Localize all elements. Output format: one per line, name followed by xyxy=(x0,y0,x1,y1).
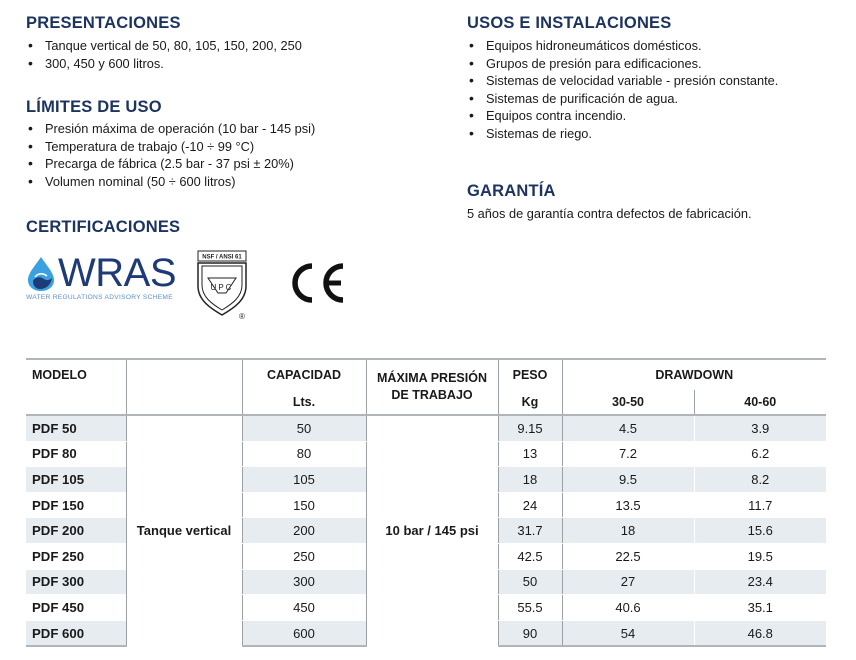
cell-modelo: PDF 450 xyxy=(26,595,126,621)
cell-dd2: 46.8 xyxy=(694,620,826,646)
cell-modelo: PDF 250 xyxy=(26,543,126,569)
wras-logo xyxy=(26,251,176,306)
table-header-row xyxy=(26,359,826,390)
cell-capacidad: 450 xyxy=(242,595,366,621)
wras-wordmark: WRAS xyxy=(58,251,176,295)
cell-modelo: PDF 50 xyxy=(26,415,126,441)
header-drawdown: DRAWDOWN xyxy=(562,359,826,390)
cell-dd1: 22.5 xyxy=(562,543,694,569)
ce-mark-icon xyxy=(288,262,346,304)
header-tipo-blank xyxy=(126,359,242,415)
list-item: • Grupos de presión para edificaciones. xyxy=(467,55,837,73)
cell-capacidad: 300 xyxy=(242,569,366,595)
header-peso: PESO xyxy=(498,359,562,390)
list-item: • Presión máxima de operación (10 bar - 145 psi) xyxy=(26,120,386,138)
cell-modelo: PDF 600 xyxy=(26,620,126,646)
table-body xyxy=(26,415,826,646)
cell-dd1: 9.5 xyxy=(562,467,694,493)
cell-capacidad: 50 xyxy=(242,415,366,441)
cell-dd2: 23.4 xyxy=(694,569,826,595)
garantia-text: 5 años de garantía contra defectos de fabricación. xyxy=(467,206,752,221)
cell-capacidad: 105 xyxy=(242,467,366,493)
list-item: • Sistemas de riego. xyxy=(467,125,837,143)
cell-peso: 9.15 xyxy=(498,415,562,441)
presentaciones-title: PRESENTACIONES xyxy=(26,14,181,32)
cell-dd2: 19.5 xyxy=(694,543,826,569)
cell-modelo: PDF 200 xyxy=(26,518,126,544)
limites-title: LÍMITES DE USO xyxy=(26,98,162,116)
cell-modelo: PDF 300 xyxy=(26,569,126,595)
list-item: • Equipos contra incendio. xyxy=(467,107,837,125)
presentaciones-list xyxy=(26,37,346,72)
cell-peso: 18 xyxy=(498,467,562,493)
upc-shield-icon xyxy=(195,248,250,320)
cell-dd1: 4.5 xyxy=(562,415,694,441)
cell-dd2: 35.1 xyxy=(694,595,826,621)
cell-dd1: 27 xyxy=(562,569,694,595)
cell-modelo: PDF 150 xyxy=(26,492,126,518)
usos-list xyxy=(467,37,837,142)
cell-peso: 42.5 xyxy=(498,543,562,569)
list-item: • Tanque vertical de 50, 80, 105, 150, 200, 250 xyxy=(26,37,346,55)
usos-title: USOS E INSTALACIONES xyxy=(467,14,672,32)
header-dd1: 30-50 xyxy=(562,390,694,415)
upc-nsf-logo xyxy=(195,248,250,320)
water-drop-icon xyxy=(26,256,56,292)
cell-dd1: 40.6 xyxy=(562,595,694,621)
cell-peso: 55.5 xyxy=(498,595,562,621)
cell-dd1: 54 xyxy=(562,620,694,646)
cell-dd1: 18 xyxy=(562,518,694,544)
list-item: • Temperatura de trabajo (-10 ÷ 99 °C) xyxy=(26,138,386,156)
garantia-title: GARANTÍA xyxy=(467,182,556,200)
header-dd2: 40-60 xyxy=(694,390,826,415)
specs-table xyxy=(26,358,826,647)
certificaciones-title: CERTIFICACIONES xyxy=(26,218,181,236)
list-item-continuation xyxy=(26,55,346,73)
cell-peso: 50 xyxy=(498,569,562,595)
header-modelo-blank xyxy=(26,390,126,415)
list-item: • Precarga de fábrica (2.5 bar - 37 psi ± 20%) xyxy=(26,155,386,173)
list-item: • Sistemas de velocidad variable - presión constante. xyxy=(467,72,837,90)
cell-dd2: 11.7 xyxy=(694,492,826,518)
cell-capacidad: 600 xyxy=(242,620,366,646)
cell-peso: 31.7 xyxy=(498,518,562,544)
cell-modelo: PDF 105 xyxy=(26,467,126,493)
ce-logo xyxy=(288,262,346,304)
cell-capacidad: 200 xyxy=(242,518,366,544)
cell-dd2: 15.6 xyxy=(694,518,826,544)
cell-capacidad: 150 xyxy=(242,492,366,518)
header-peso-unit: Kg xyxy=(498,390,562,415)
header-presion-line2: DE TRABAJO xyxy=(391,388,473,402)
list-item: • Sistemas de purificación de agua. xyxy=(467,90,837,108)
header-capacidad: CAPACIDAD xyxy=(242,359,366,390)
header-modelo: MODELO xyxy=(26,359,126,390)
cell-capacidad: 80 xyxy=(242,441,366,467)
cell-tipo: Tanque vertical xyxy=(126,415,242,646)
list-item-text: 300, 450 y 600 litros. xyxy=(45,55,164,71)
table-row xyxy=(26,415,826,441)
cell-dd2: 6.2 xyxy=(694,441,826,467)
cell-peso: 90 xyxy=(498,620,562,646)
cell-dd2: 3.9 xyxy=(694,415,826,441)
wras-subtitle: WATER REGULATIONS ADVISORY SCHEME xyxy=(26,294,173,301)
header-presion xyxy=(366,359,498,415)
cell-peso: 24 xyxy=(498,492,562,518)
cell-modelo: PDF 80 xyxy=(26,441,126,467)
cell-dd1: 13.5 xyxy=(562,492,694,518)
registered-mark: ® xyxy=(239,312,245,320)
header-capacidad-unit: Lts. xyxy=(242,390,366,415)
list-item: • Volumen nominal (50 ÷ 600 litros) xyxy=(26,173,386,191)
nsf-label: NSF / ANSI 61 xyxy=(202,254,242,261)
limites-list xyxy=(26,120,386,190)
header-presion-line1: MÁXIMA PRESIÓN xyxy=(377,371,487,385)
list-item: • Equipos hidroneumáticos domésticos. xyxy=(467,37,837,55)
upc-letters: UPC xyxy=(210,283,234,292)
cell-presion: 10 bar / 145 psi xyxy=(366,415,498,646)
cell-capacidad: 250 xyxy=(242,543,366,569)
cell-dd2: 8.2 xyxy=(694,467,826,493)
cell-peso: 13 xyxy=(498,441,562,467)
cell-dd1: 7.2 xyxy=(562,441,694,467)
